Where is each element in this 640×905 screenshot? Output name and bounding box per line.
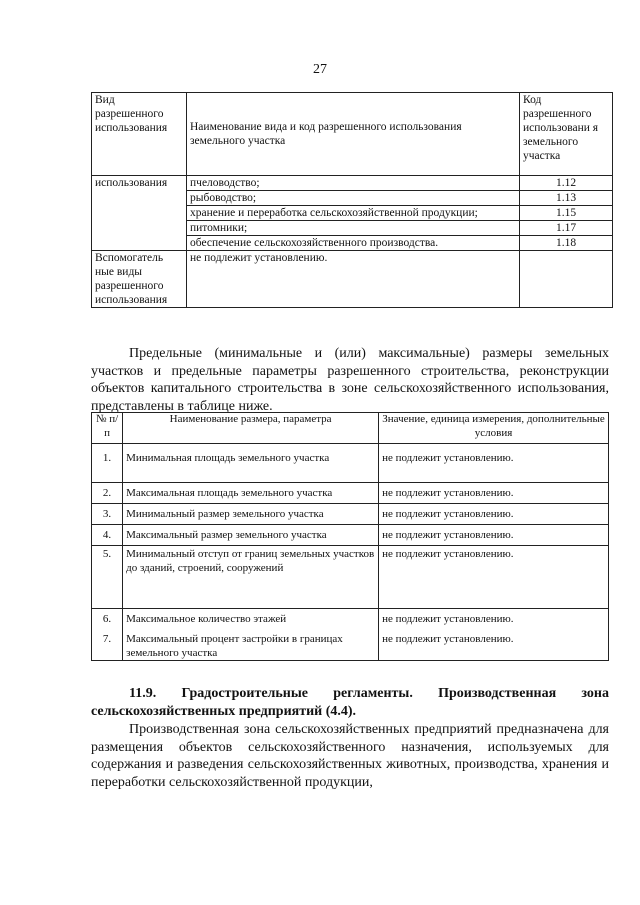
table-header-row: [92, 93, 613, 176]
table-row: [92, 251, 613, 308]
row-num: 1.: [92, 444, 123, 483]
header-use-code: Код разрешенного использовани я земельного участка: [520, 93, 613, 176]
use-code: 1.17: [520, 221, 613, 236]
use-name: хранение и переработка сельскохозяйственной продукции;: [187, 206, 520, 221]
row-value: не подлежит установлению.: [379, 504, 609, 525]
use-code: 1.18: [520, 236, 613, 251]
row-param: Минимальный размер земельного участка: [123, 504, 379, 525]
table-row: [92, 504, 609, 525]
row-value: не подлежит установлению.: [379, 444, 609, 483]
row-param: Минимальная площадь земельного участка: [123, 444, 379, 483]
use-code: 1.13: [520, 191, 613, 206]
use-code: 1.12: [520, 176, 613, 191]
row-num: 2.: [92, 483, 123, 504]
header-value: Значение, единица измерения, дополнительные условия: [379, 413, 609, 444]
permitted-uses-table: [91, 92, 613, 308]
intro-paragraph: Предельные (минимальные и (или) максимальные) размеры земельных участков и предельные параметры разрешенного строительства, реконструкции объектов капитального строительства в зоне сельскохозяйственного использования, представлены в таблице ниже.: [91, 346, 609, 414]
row-num: 3.: [92, 504, 123, 525]
header-num: № п/п: [92, 413, 123, 444]
table-row: [92, 176, 613, 191]
row-value: не подлежит установлению.: [379, 525, 609, 546]
row-value: не подлежит установлению.: [379, 627, 609, 661]
row-value: не подлежит установлению.: [379, 609, 609, 628]
row-value: не подлежит установлению.: [379, 546, 609, 609]
use-code: 1.15: [520, 206, 613, 221]
parameters-table: [91, 412, 609, 661]
use-name: питомники;: [187, 221, 520, 236]
auxiliary-code: [520, 251, 613, 308]
table-row: [92, 609, 609, 628]
header-use-type: Вид разрешенного использования: [92, 93, 187, 176]
row-param: Максимальный размер земельного участка: [123, 525, 379, 546]
page-number: 27: [313, 62, 327, 77]
table-row: [92, 627, 609, 661]
table-row: [92, 483, 609, 504]
header-param: Наименование размера, параметра: [123, 413, 379, 444]
row-param: Максимальная площадь земельного участка: [123, 483, 379, 504]
auxiliary-label: Вспомогатель ные виды разрешенного использования: [92, 251, 187, 308]
row-param: Максимальное количество этажей: [123, 609, 379, 628]
header-use-name: Наименование вида и код разрешенного использования земельного участка: [187, 93, 520, 176]
use-name: рыбоводство;: [187, 191, 520, 206]
row-value: не подлежит установлению.: [379, 483, 609, 504]
row-num: 7.: [92, 627, 123, 661]
table-row: [92, 546, 609, 609]
section-paragraph: Производственная зона сельскохозяйственных предприятий предназначена для размещения объектов сельскохозяйственного назначения, используемых для содержания и разведения сельскохозяйственных животных, производства, хранения и переработки сельскохозяйственной продукции,: [91, 722, 609, 790]
row-param: Максимальный процент застройки в границах земельного участка: [123, 627, 379, 661]
row-num: 4.: [92, 525, 123, 546]
row-param: Минимальный отступ от границ земельных участков до зданий, строений, сооружений: [123, 546, 379, 609]
row-num: 5.: [92, 546, 123, 609]
row-num: 6.: [92, 609, 123, 628]
section-heading: 11.9. Градостроительные регламенты. Производственная зона сельскохозяйственных предприятий (4.4).: [91, 686, 609, 719]
table-row: [92, 444, 609, 483]
auxiliary-value: не подлежит установлению.: [187, 251, 520, 308]
table-row: [92, 525, 609, 546]
use-name: пчеловодство;: [187, 176, 520, 191]
use-name: обеспечение сельскохозяйственного производства.: [187, 236, 520, 251]
main-group-label: использования: [92, 176, 187, 251]
table-header-row: [92, 413, 609, 444]
